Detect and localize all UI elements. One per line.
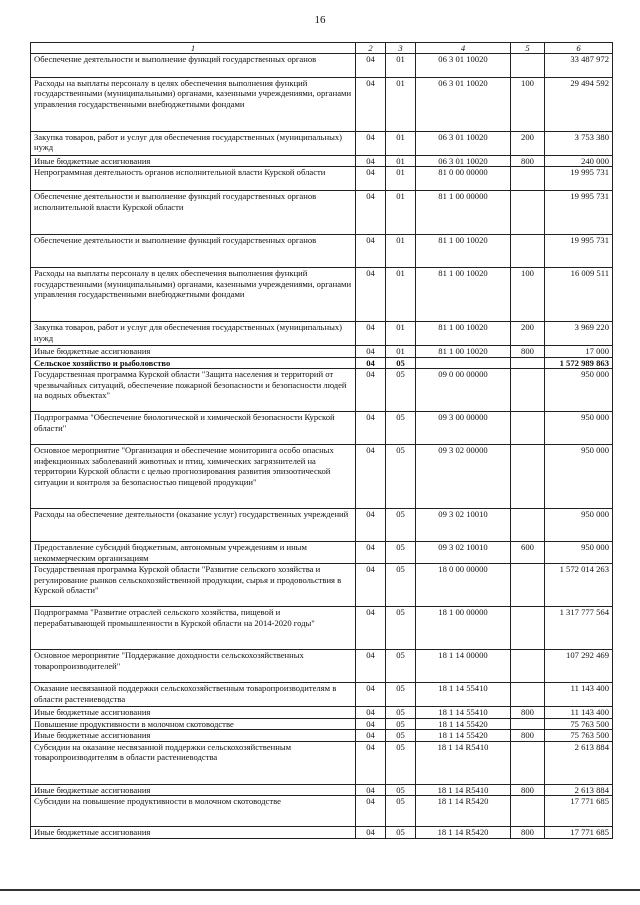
- cell-expense-type: 800: [511, 827, 545, 838]
- cell-name: Основное мероприятие "Организация и обеспечение мониторинга особо опасных инфекционных заболеваний животных и птиц, химических загрязнителей на территории Курской области с целью прогнозирования развития эпизоотической ситуации и контроля за безопасностью пищевой продукции": [31, 445, 356, 509]
- cell-name: Оказание несвязанной поддержки сельскохозяйственным товаропроизводителям в области растениеводства: [31, 683, 356, 707]
- cell-subsection: 05: [386, 607, 416, 650]
- column-header-expense-type: 5: [511, 43, 545, 54]
- cell-subsection: 05: [386, 564, 416, 607]
- column-header-section: 2: [356, 43, 386, 54]
- cell-amount: 3 969 220: [545, 322, 613, 346]
- cell-target-article: 18 1 14 R5410: [416, 784, 511, 795]
- cell-expense-type: 100: [511, 268, 545, 322]
- cell-expense-type: [511, 607, 545, 650]
- cell-section: 04: [356, 235, 386, 268]
- cell-subsection: 01: [386, 78, 416, 132]
- cell-target-article: 81 1 00 10020: [416, 235, 511, 268]
- cell-target-article: 06 3 01 10020: [416, 54, 511, 78]
- cell-target-article: 18 1 14 55410: [416, 683, 511, 707]
- cell-target-article: 81 0 00 00000: [416, 167, 511, 191]
- budget-table: [30, 42, 613, 839]
- table-row: [31, 191, 613, 235]
- table-row: [31, 827, 613, 838]
- cell-expense-type: 200: [511, 132, 545, 156]
- cell-target-article: 06 3 01 10020: [416, 132, 511, 156]
- column-header-subsection: 3: [386, 43, 416, 54]
- cell-amount: 107 292 469: [545, 650, 613, 683]
- cell-name: Предоставление субсидий бюджетным, автономным учреждениям и иным некоммерческим организациям: [31, 542, 356, 564]
- cell-section: 04: [356, 346, 386, 357]
- cell-target-article: 18 1 14 55410: [416, 707, 511, 718]
- cell-expense-type: [511, 235, 545, 268]
- cell-expense-type: 100: [511, 78, 545, 132]
- cell-target-article: 09 3 02 10010: [416, 542, 511, 564]
- cell-target-article: 18 1 14 55420: [416, 718, 511, 729]
- cell-section: 04: [356, 718, 386, 729]
- cell-section: 04: [356, 784, 386, 795]
- cell-section: 04: [356, 650, 386, 683]
- cell-subsection: 05: [386, 683, 416, 707]
- table-row: [31, 78, 613, 132]
- cell-amount: 19 995 731: [545, 235, 613, 268]
- cell-target-article: 81 1 00 10020: [416, 346, 511, 357]
- cell-name: Иные бюджетные ассигнования: [31, 346, 356, 357]
- table-row: [31, 235, 613, 268]
- cell-name: Основное мероприятие "Поддержание доходности сельскохозяйственных товаропроизводителей": [31, 650, 356, 683]
- cell-amount: 19 995 731: [545, 191, 613, 235]
- cell-target-article: 09 0 00 00000: [416, 369, 511, 412]
- cell-name: Обеспечение деятельности и выполнение функций государственных органов: [31, 235, 356, 268]
- cell-subsection: 05: [386, 445, 416, 509]
- cell-name: Субсидии на повышение продуктивности в молочном скотоводстве: [31, 796, 356, 827]
- cell-subsection: 05: [386, 741, 416, 784]
- cell-subsection: 05: [386, 730, 416, 741]
- cell-target-article: 18 1 00 00000: [416, 607, 511, 650]
- table-row: [31, 357, 613, 368]
- table-row: [31, 445, 613, 509]
- cell-target-article: 09 3 02 10010: [416, 509, 511, 542]
- cell-amount: 19 995 731: [545, 167, 613, 191]
- cell-expense-type: [511, 357, 545, 368]
- cell-target-article: 18 1 14 00000: [416, 650, 511, 683]
- cell-amount: 1 572 014 263: [545, 564, 613, 607]
- cell-section: 04: [356, 132, 386, 156]
- cell-subsection: 05: [386, 542, 416, 564]
- cell-subsection: 05: [386, 650, 416, 683]
- cell-name: Сельское хозяйство и рыболовство: [31, 357, 356, 368]
- cell-amount: 17 771 685: [545, 827, 613, 838]
- cell-expense-type: [511, 683, 545, 707]
- cell-amount: 2 613 884: [545, 741, 613, 784]
- cell-expense-type: 800: [511, 730, 545, 741]
- table-row: [31, 132, 613, 156]
- cell-amount: 17 771 685: [545, 796, 613, 827]
- cell-section: 04: [356, 741, 386, 784]
- cell-amount: 75 763 500: [545, 730, 613, 741]
- cell-name: Расходы на обеспечение деятельности (оказание услуг) государственных учреждений: [31, 509, 356, 542]
- cell-subsection: 05: [386, 369, 416, 412]
- cell-section: 04: [356, 683, 386, 707]
- cell-section: 04: [356, 78, 386, 132]
- cell-name: Обеспечение деятельности и выполнение функций государственных органов: [31, 54, 356, 78]
- cell-amount: 950 000: [545, 369, 613, 412]
- cell-amount: 75 763 500: [545, 718, 613, 729]
- cell-target-article: 09 3 00 00000: [416, 412, 511, 445]
- cell-subsection: 05: [386, 796, 416, 827]
- cell-amount: 3 753 380: [545, 132, 613, 156]
- cell-amount: 2 613 884: [545, 784, 613, 795]
- cell-amount: 950 000: [545, 445, 613, 509]
- cell-section: 04: [356, 54, 386, 78]
- cell-amount: 29 494 592: [545, 78, 613, 132]
- cell-expense-type: [511, 650, 545, 683]
- cell-subsection: 01: [386, 191, 416, 235]
- cell-name: Закупка товаров, работ и услуг для обеспечения государственных (муниципальных) нужд: [31, 132, 356, 156]
- table-row: [31, 683, 613, 707]
- cell-section: 04: [356, 191, 386, 235]
- cell-expense-type: 600: [511, 542, 545, 564]
- cell-target-article: [416, 357, 511, 368]
- cell-target-article: 81 1 00 00000: [416, 191, 511, 235]
- cell-amount: 950 000: [545, 542, 613, 564]
- cell-expense-type: [511, 509, 545, 542]
- cell-target-article: 18 1 14 55420: [416, 730, 511, 741]
- cell-name: Иные бюджетные ассигнования: [31, 827, 356, 838]
- cell-expense-type: [511, 412, 545, 445]
- cell-expense-type: [511, 741, 545, 784]
- cell-amount: 17 000: [545, 346, 613, 357]
- cell-amount: 33 487 972: [545, 54, 613, 78]
- table-row: [31, 650, 613, 683]
- cell-section: 04: [356, 412, 386, 445]
- cell-expense-type: 200: [511, 322, 545, 346]
- table-row: [31, 167, 613, 191]
- cell-name: Непрограммная деятельность органов исполнительной власти Курской области: [31, 167, 356, 191]
- cell-section: 04: [356, 707, 386, 718]
- cell-name: Расходы на выплаты персоналу в целях обеспечения выполнения функций государственными (муниципальными) органами, казенными учреждениями, органами управления государственными внебюджетными фондами: [31, 78, 356, 132]
- cell-subsection: 01: [386, 346, 416, 357]
- cell-target-article: 18 0 00 00000: [416, 564, 511, 607]
- cell-section: 04: [356, 796, 386, 827]
- cell-subsection: 01: [386, 156, 416, 167]
- cell-name: Субсидии на оказание несвязанной поддержки сельскохозяйственным товаропроизводителям в области растениеводства: [31, 741, 356, 784]
- table-row: [31, 542, 613, 564]
- cell-expense-type: [511, 564, 545, 607]
- table-header-row: [31, 43, 613, 54]
- cell-expense-type: [511, 796, 545, 827]
- table-row: [31, 54, 613, 78]
- table-row: [31, 156, 613, 167]
- cell-amount: 950 000: [545, 412, 613, 445]
- cell-name: Иные бюджетные ассигнования: [31, 707, 356, 718]
- cell-section: 04: [356, 542, 386, 564]
- cell-name: Государственная программа Курской области "Развитие сельского хозяйства и регулирование рынков сельскохозяйственной продукции, сырья и продовольствия в Курской области": [31, 564, 356, 607]
- cell-name: Повышение продуктивности в молочном скотоводстве: [31, 718, 356, 729]
- column-header-target-article: 4: [416, 43, 511, 54]
- cell-name: Иные бюджетные ассигнования: [31, 730, 356, 741]
- cell-section: 04: [356, 369, 386, 412]
- table-row: [31, 784, 613, 795]
- cell-amount: 240 000: [545, 156, 613, 167]
- table-row: [31, 412, 613, 445]
- cell-subsection: 01: [386, 235, 416, 268]
- cell-section: 04: [356, 827, 386, 838]
- cell-amount: 11 143 400: [545, 683, 613, 707]
- cell-expense-type: [511, 54, 545, 78]
- cell-subsection: 05: [386, 718, 416, 729]
- table-row: [31, 796, 613, 827]
- cell-expense-type: [511, 718, 545, 729]
- cell-subsection: 05: [386, 827, 416, 838]
- cell-amount: 1 317 777 564: [545, 607, 613, 650]
- table-row: [31, 707, 613, 718]
- cell-name: Государственная программа Курской области "Защита населения и территорий от чрезвычайных ситуаций, обеспечение пожарной безопасности и безопасности людей на водных объектах": [31, 369, 356, 412]
- cell-amount: 16 009 511: [545, 268, 613, 322]
- table-row: [31, 369, 613, 412]
- cell-name: Обеспечение деятельности и выполнение функций государственных органов исполнительной власти Курской области: [31, 191, 356, 235]
- table-row: [31, 509, 613, 542]
- cell-target-article: 06 3 01 10020: [416, 78, 511, 132]
- cell-subsection: 01: [386, 268, 416, 322]
- cell-expense-type: [511, 191, 545, 235]
- cell-expense-type: 800: [511, 784, 545, 795]
- cell-name: Иные бюджетные ассигнования: [31, 784, 356, 795]
- column-header-amount: 6: [545, 43, 613, 54]
- cell-expense-type: [511, 445, 545, 509]
- cell-target-article: 18 1 14 R5420: [416, 827, 511, 838]
- cell-subsection: 05: [386, 784, 416, 795]
- cell-name: Расходы на выплаты персоналу в целях обеспечения выполнения функций государственными (муниципальными) органами, казенными учреждениями, органами управления государственными внебюджетными фондами: [31, 268, 356, 322]
- cell-subsection: 01: [386, 167, 416, 191]
- table-row: [31, 346, 613, 357]
- cell-expense-type: [511, 369, 545, 412]
- cell-target-article: 18 1 14 R5410: [416, 741, 511, 784]
- cell-expense-type: [511, 167, 545, 191]
- table-row: [31, 322, 613, 346]
- cell-target-article: 06 3 01 10020: [416, 156, 511, 167]
- cell-section: 04: [356, 509, 386, 542]
- cell-section: 04: [356, 445, 386, 509]
- cell-target-article: 81 1 00 10020: [416, 322, 511, 346]
- cell-target-article: 09 3 02 00000: [416, 445, 511, 509]
- table-row: [31, 564, 613, 607]
- cell-subsection: 05: [386, 509, 416, 542]
- column-header-name: 1: [31, 43, 356, 54]
- cell-section: 04: [356, 730, 386, 741]
- cell-section: 04: [356, 156, 386, 167]
- cell-expense-type: 800: [511, 707, 545, 718]
- cell-amount: 950 000: [545, 509, 613, 542]
- cell-subsection: 01: [386, 132, 416, 156]
- cell-section: 04: [356, 564, 386, 607]
- cell-subsection: 01: [386, 54, 416, 78]
- cell-target-article: 18 1 14 R5420: [416, 796, 511, 827]
- cell-target-article: 81 1 00 10020: [416, 268, 511, 322]
- cell-section: 04: [356, 322, 386, 346]
- cell-section: 04: [356, 167, 386, 191]
- table-row: [31, 607, 613, 650]
- cell-amount: 1 572 989 863: [545, 357, 613, 368]
- table-row: [31, 741, 613, 784]
- cell-subsection: 05: [386, 357, 416, 368]
- cell-section: 04: [356, 607, 386, 650]
- table-row: [31, 730, 613, 741]
- cell-subsection: 01: [386, 322, 416, 346]
- table-row: [31, 268, 613, 322]
- cell-section: 04: [356, 268, 386, 322]
- cell-name: Иные бюджетные ассигнования: [31, 156, 356, 167]
- cell-name: Подпрограмма "Обеспечение биологической и химической безопасности Курской области": [31, 412, 356, 445]
- cell-name: Закупка товаров, работ и услуг для обеспечения государственных (муниципальных) нужд: [31, 322, 356, 346]
- cell-name: Подпрограмма "Развитие отраслей сельского хозяйства, пищевой и перерабатывающей промышленности в Курской области на 2014-2020 годы": [31, 607, 356, 650]
- table-row: [31, 718, 613, 729]
- cell-section: 04: [356, 357, 386, 368]
- cell-expense-type: 800: [511, 346, 545, 357]
- cell-subsection: 05: [386, 707, 416, 718]
- cell-expense-type: 800: [511, 156, 545, 167]
- bottom-rule: [0, 889, 640, 891]
- page-number: 16: [314, 14, 326, 26]
- cell-subsection: 05: [386, 412, 416, 445]
- cell-amount: 11 143 400: [545, 707, 613, 718]
